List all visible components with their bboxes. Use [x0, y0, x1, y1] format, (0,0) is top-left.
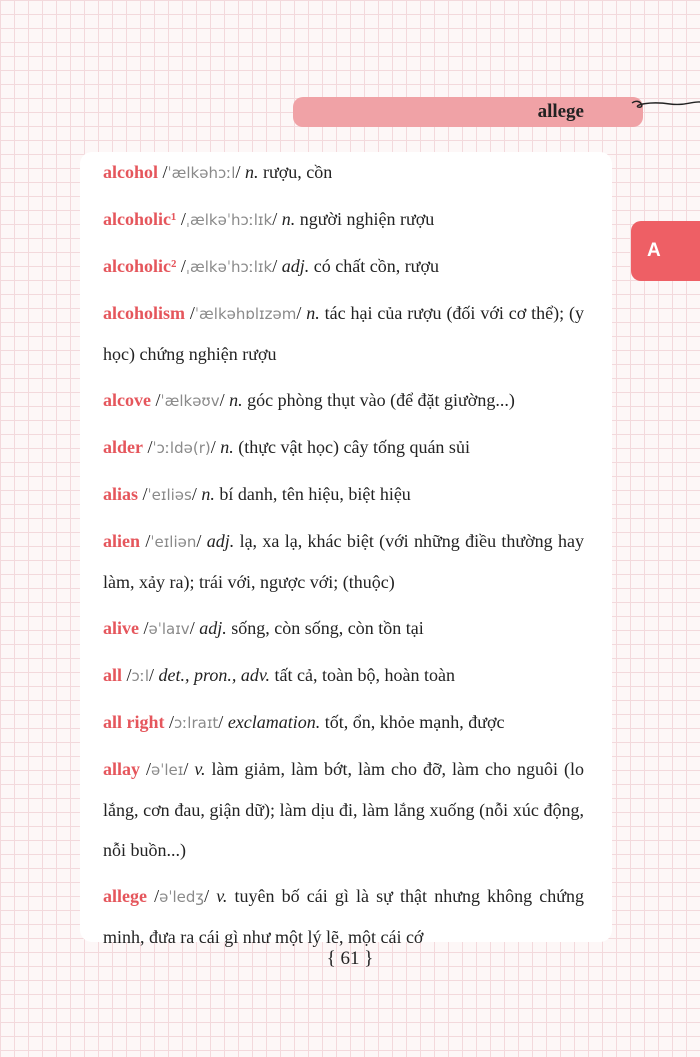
ink-squiggle-decoration	[630, 95, 700, 119]
dictionary-entry: alcoholism /ˈælkəhɒlɪzəm/ n. tác hại của rượu (đối với cơ thể); (y học) chứng nghiện rượu	[103, 303, 585, 364]
entry-part-of-speech: n.	[201, 484, 215, 504]
entry-part-of-speech: adj.	[199, 618, 227, 638]
dictionary-entry: all right /ɔːlraɪt/ exclamation. tốt, ổn, khỏe mạnh, được	[103, 712, 505, 732]
dictionary-entry: allege /əˈledʒ/ v. tuyên bố cái gì là sự thật nhưng không chứng minh, đưa ra cái gì như một lý lẽ, một cái cớ	[103, 886, 584, 947]
dictionary-entry: alien /ˈeɪliən/ adj. lạ, xa lạ, khác biệt (với những điều thường hay làm, xảy ra); trái với, ngược với; (thuộc)	[103, 531, 585, 592]
entry-part-of-speech: det., pron., adv.	[158, 665, 270, 685]
entry-headword: alive	[103, 618, 139, 638]
entry-definition: sống, còn sống, còn tồn tại	[231, 618, 424, 638]
entry-part-of-speech: n.	[220, 437, 234, 457]
entry-headword: all right	[103, 712, 165, 732]
dictionary-entry: alder /ˈɔːldə(r)/ n. (thực vật học) cây tống quán sủi	[103, 437, 470, 457]
entry-pronunciation: ˈælkəhɔːl	[167, 164, 236, 182]
entry-definition: (thực vật học) cây tống quán sủi	[238, 437, 470, 457]
entry-pronunciation: ˈeɪliəs	[147, 486, 192, 504]
entry-part-of-speech: adj.	[281, 256, 310, 276]
entry-headword: alias	[103, 484, 139, 504]
dictionary-entry: alias /ˈeɪliəs/ n. bí danh, tên hiệu, biệt hiệu	[103, 484, 411, 504]
entry-part-of-speech: exclamation.	[227, 712, 321, 732]
entry-definition: có chất cồn, rượu	[313, 256, 439, 276]
dictionary-entry: alcohol /ˈælkəhɔːl/ n. rượu, cồn	[103, 162, 333, 182]
entry-part-of-speech: adj.	[206, 531, 235, 551]
entry-part-of-speech: v.	[216, 886, 228, 906]
dictionary-entry: alcove /ˈælkəʊv/ n. góc phòng thụt vào (để đặt giường...)	[103, 390, 515, 410]
dictionary-entry: all /ɔːl/ det., pron., adv. tất cả, toàn bộ, hoàn toàn	[103, 665, 455, 685]
entry-headword: alcohol	[103, 162, 159, 182]
entry-pronunciation: ɔːl	[131, 667, 149, 685]
entry-definition: tác hại của rượu (đối với cơ thể); (y học) chứng nghiện rượu	[103, 303, 585, 364]
entry-pronunciation: ˈɔːldə(r)	[152, 439, 211, 457]
entry-part-of-speech: n.	[281, 209, 296, 229]
entry-part-of-speech: n.	[229, 390, 243, 410]
entry-headword: alcove	[103, 390, 151, 410]
entry-pronunciation: ɔːlraɪt	[174, 714, 219, 732]
entry-pronunciation: ˈælkəhɒlɪzəm	[194, 305, 297, 323]
entry-headword: alcoholic²	[103, 256, 177, 276]
entry-definition: bí danh, tên hiệu, biệt hiệu	[219, 484, 411, 504]
entry-definition: tuyên bố cái gì là sự thật nhưng không chứng minh, đưa ra cái gì như một lý lẽ, một cái cớ	[103, 886, 584, 947]
entry-pronunciation: ˌælkəˈhɔːlɪk	[185, 258, 273, 276]
guide-word: allege	[537, 101, 584, 122]
entry-headword: alien	[103, 531, 141, 551]
entry-pronunciation: əˈlaɪv	[148, 620, 190, 638]
entry-headword: alder	[103, 437, 143, 457]
entry-definition: làm giảm, làm bớt, làm cho đỡ, làm cho nguôi (lo lắng, cơn đau, giận dữ); làm dịu đi, làm lắng xuống (nỗi xúc động, nỗi buồn...)	[103, 759, 584, 860]
entry-pronunciation: əˈledʒ	[159, 888, 205, 906]
entry-headword: allege	[103, 886, 147, 906]
dictionary-entry: alcoholic² /ˌælkəˈhɔːlɪk/ adj. có chất cồn, rượu	[103, 256, 439, 276]
entry-definition: rượu, cồn	[262, 162, 333, 182]
entry-headword: all	[103, 665, 123, 685]
entry-pronunciation: ˈeɪliən	[150, 533, 197, 551]
entry-part-of-speech: v.	[194, 759, 206, 779]
entry-part-of-speech: n.	[306, 303, 320, 323]
entry-definition: tốt, ổn, khỏe mạnh, được	[324, 712, 505, 732]
dictionary-entry: allay /əˈleɪ/ v. làm giảm, làm bớt, làm cho đỡ, làm cho nguôi (lo lắng, cơn đau, giận dữ); làm dịu đi, làm lắng xuống (nỗi xúc động, nỗi buồn...)	[103, 759, 584, 860]
entry-pronunciation: ˈælkəʊv	[160, 392, 220, 410]
entry-definition: góc phòng thụt vào (để đặt giường...)	[247, 390, 515, 410]
entry-headword: allay	[103, 759, 141, 779]
entry-headword: alcoholism	[103, 303, 186, 323]
entry-part-of-speech: n.	[244, 162, 259, 182]
section-tab-a[interactable]: A	[631, 221, 700, 281]
page-number: { 61 }	[326, 948, 374, 969]
entry-definition: lạ, xa lạ, khác biệt (với những điều thường hay làm, xảy ra); trái với, ngược với; (thuộc)	[103, 531, 585, 592]
entry-pronunciation: ˌælkəˈhɔːlɪk	[185, 211, 273, 229]
dictionary-entries	[103, 152, 584, 963]
entry-definition: người nghiện rượu	[299, 209, 435, 229]
header-highlight-band	[293, 97, 643, 127]
entry-pronunciation: əˈleɪ	[151, 761, 184, 779]
entry-headword: alcoholic¹	[103, 209, 177, 229]
dictionary-entry: alcoholic¹ /ˌælkəˈhɔːlɪk/ n. người nghiện rượu	[103, 209, 435, 229]
dictionary-entry: alive /əˈlaɪv/ adj. sống, còn sống, còn tồn tại	[103, 618, 424, 638]
entry-definition: tất cả, toàn bộ, hoàn toàn	[274, 665, 455, 685]
